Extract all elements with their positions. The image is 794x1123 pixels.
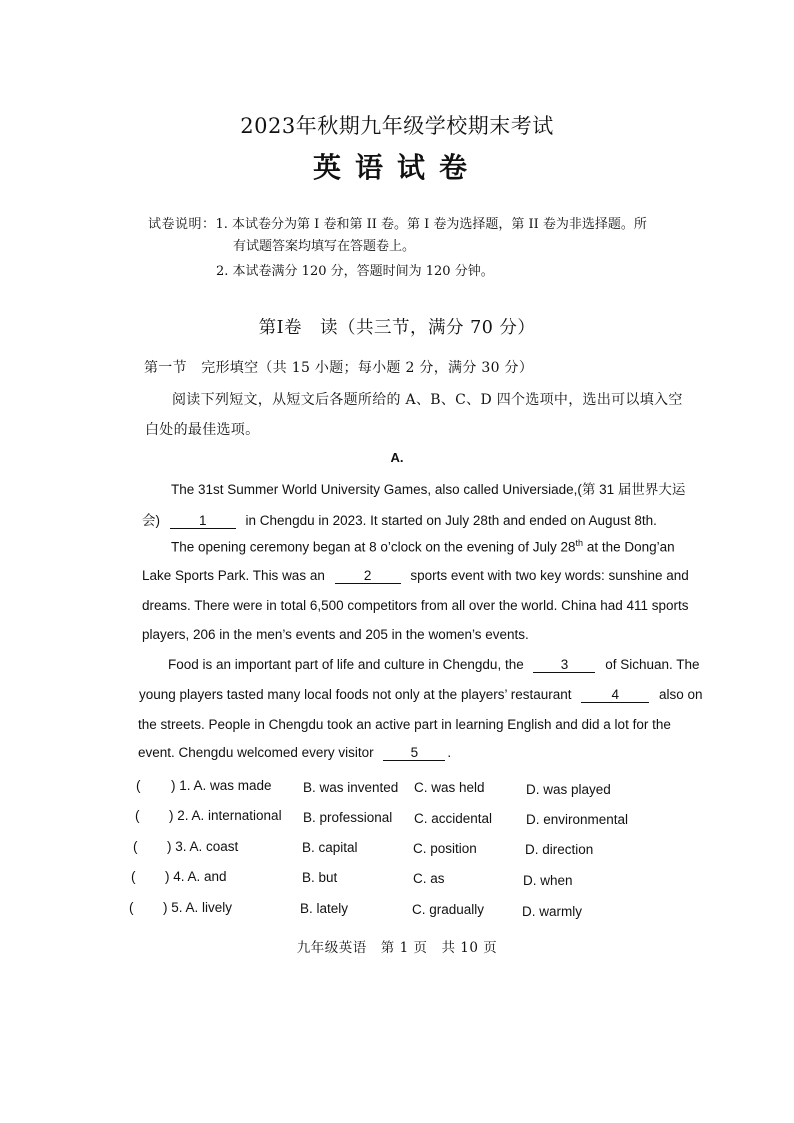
blank-1: 1 <box>170 514 236 529</box>
option-a: ) 4. A. and <box>165 869 227 884</box>
option-d: D. direction <box>525 842 594 857</box>
blank-3: 3 <box>533 658 595 673</box>
text: The opening ceremony began at 8 o’clock on the evening of July 28 <box>171 539 576 555</box>
instructions-item1-line2: 有试题答案均填写在答题卷上。 <box>233 239 416 254</box>
text: . <box>447 745 452 760</box>
passage-p3-line2 <box>139 687 703 703</box>
exam-title: 2023年秋期九年级学校期末考试 <box>240 114 554 138</box>
answer-bracket[interactable]: ( <box>129 900 134 915</box>
option-d: D. when <box>523 873 573 888</box>
answer-bracket[interactable]: ( <box>131 869 136 884</box>
option-a: ) 5. A. lively <box>163 900 233 915</box>
instructions-item1 <box>148 213 647 232</box>
blank-2: 2 <box>335 569 401 584</box>
text: also on <box>659 687 703 702</box>
option-b: B. capital <box>302 840 358 855</box>
option-d: D. warmly <box>522 904 582 919</box>
blank-4: 4 <box>581 688 649 703</box>
text: Lake Sports Park. This was an <box>142 568 325 583</box>
passage-p2-line3: dreams. There were in total 6,500 competitors from all over the world. China had 411 sports <box>142 598 689 613</box>
option-c: C. position <box>413 841 477 856</box>
option-c: C. as <box>413 871 445 886</box>
answer-bracket[interactable]: ( <box>133 839 138 854</box>
passage-p3-line4 <box>138 745 451 761</box>
text: Food is an important part of life and culture in Chengdu, the <box>168 657 524 672</box>
option-c: C. accidental <box>414 811 493 826</box>
option-a: ) 2. A. international <box>169 808 282 823</box>
answer-bracket[interactable]: ( <box>136 778 141 793</box>
option-b: B. professional <box>303 810 393 825</box>
page-footer: 九年级英语 第 1 页 共 10 页 <box>296 940 498 956</box>
option-d: D. environmental <box>526 812 629 827</box>
text: sports event with two key words: sunshine and <box>410 568 689 583</box>
passage-p2-line2 <box>142 568 689 584</box>
passage-label: A. <box>390 450 404 465</box>
text: at the Dong’an <box>586 539 675 555</box>
section-directions-line1: 阅读下列短文，从短文后各题所给的 A、B、C、D 四个选项中，选出可以填入空 <box>172 392 683 408</box>
exam-subtitle: 英语试卷 <box>312 151 481 184</box>
passage-p2-line1 <box>171 538 675 555</box>
superscript: th <box>575 538 584 548</box>
part-title: 第Ⅰ卷 读（共三节，满分 70 分） <box>258 318 536 338</box>
option-d: D. was played <box>526 782 611 797</box>
blank-5: 5 <box>383 746 445 761</box>
option-b: B. lately <box>300 901 349 916</box>
text: young players tasted many local foods not only at the players’ restaurant <box>139 687 572 702</box>
passage-p1-line1: The 31st Summer World University Games, also called Universiade,(第 31 届世界大运 <box>171 482 686 497</box>
text: 会) <box>142 513 160 528</box>
instructions-label: 试卷说明： <box>148 217 216 232</box>
option-a: ) 1. A. was made <box>171 778 272 793</box>
instructions-item1-line1: 1. 本试卷分为第 I 卷和第 II 卷。第 I 卷为选择题，第 II 卷为非选择题。所 <box>215 217 647 232</box>
option-b: B. was invented <box>303 780 399 795</box>
instructions-item2: 2. 本试卷满分 120 分，答题时间为 120 分钟。 <box>216 264 494 279</box>
option-c: C. was held <box>414 780 485 795</box>
text: in Chengdu in 2023. It started on July 28th and ended on August 8th. <box>245 513 657 528</box>
passage-p3-line1 <box>168 657 700 673</box>
section-title: 第一节 完形填空（共 15 小题；每小题 2 分，满分 30 分） <box>144 360 534 376</box>
option-c: C. gradually <box>412 902 485 917</box>
passage-p2-line4: players, 206 in the men’s events and 205 in the women’s events. <box>142 627 529 642</box>
text: event. Chengdu welcomed every visitor <box>138 745 374 760</box>
answer-bracket[interactable]: ( <box>135 808 140 823</box>
text: of Sichuan. The <box>605 657 700 672</box>
passage-p3-line3: the streets. People in Chengdu took an active part in learning English and did a lot for the <box>138 717 671 732</box>
option-b: B. but <box>302 870 338 885</box>
passage-p1-line2 <box>142 509 657 529</box>
section-directions-line2: 白处的最佳选项。 <box>145 422 260 438</box>
option-a: ) 3. A. coast <box>167 839 239 854</box>
